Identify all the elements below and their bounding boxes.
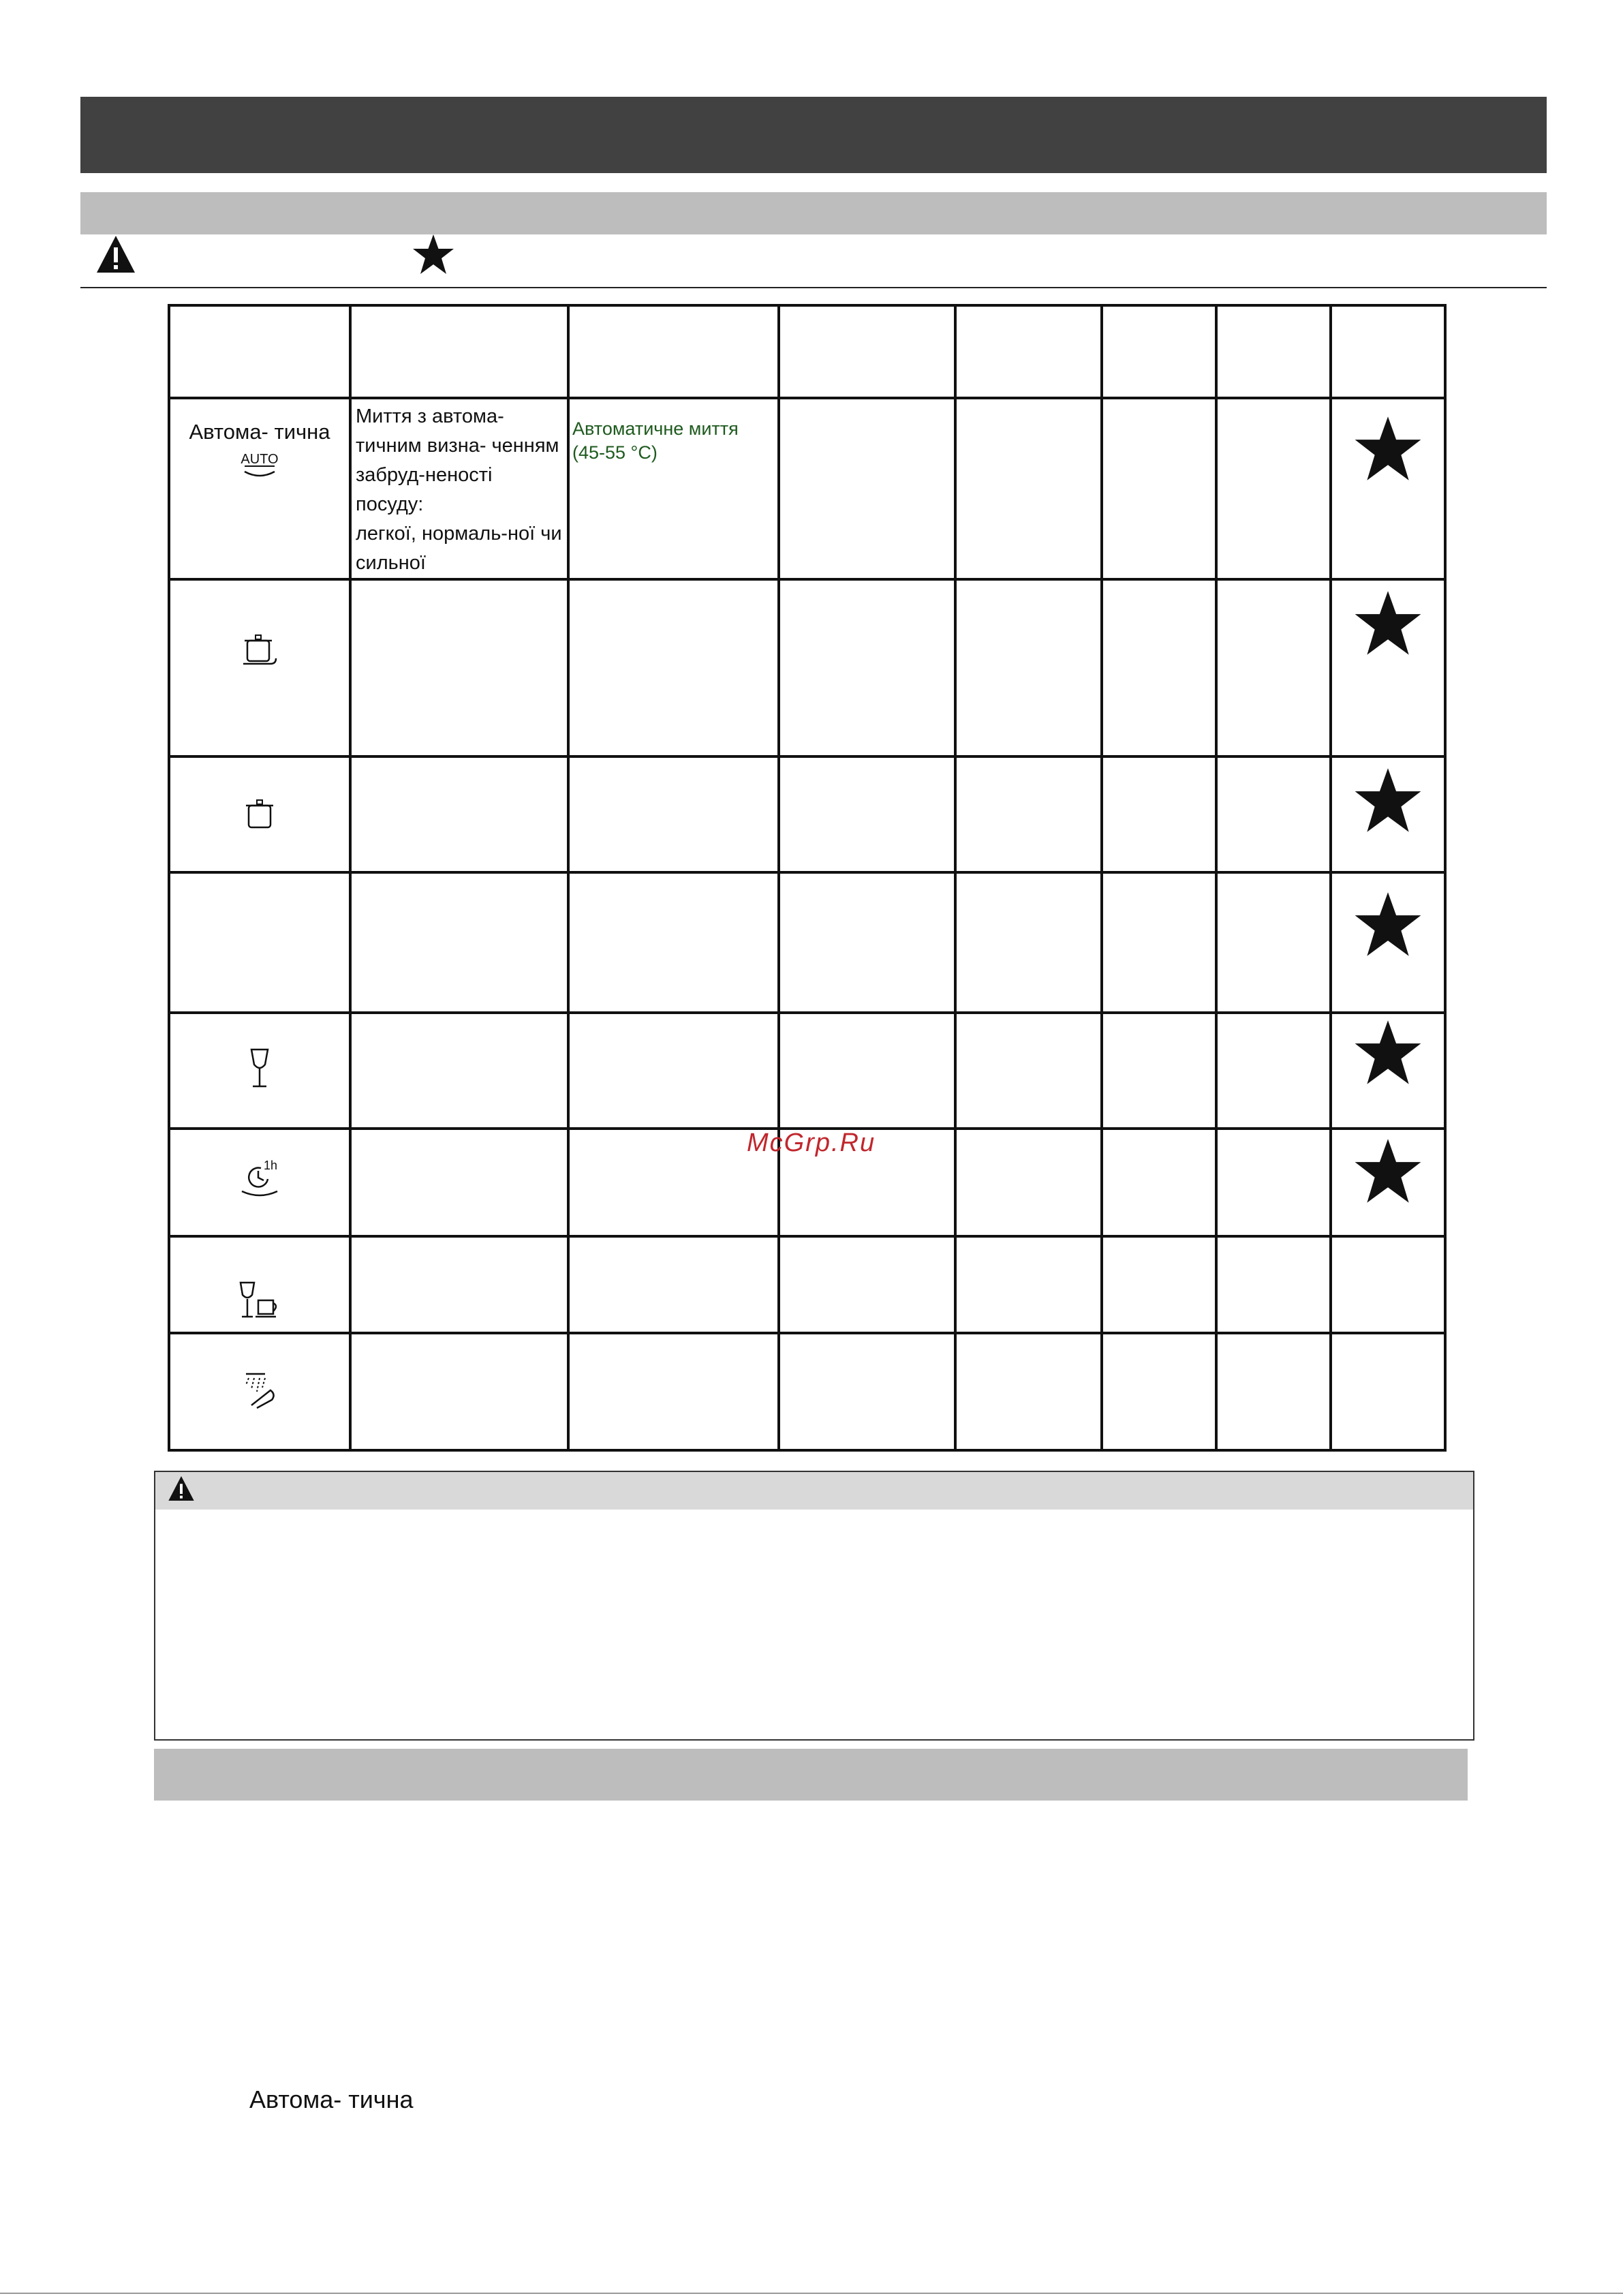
header-bar bbox=[80, 97, 1547, 173]
warning-box bbox=[154, 1471, 1474, 1741]
empty-cell bbox=[1216, 1333, 1331, 1450]
program-table bbox=[168, 304, 1447, 1452]
star-cell bbox=[1331, 1129, 1445, 1236]
symbol-cell bbox=[169, 1333, 350, 1450]
section-bar bbox=[80, 192, 1547, 234]
warning-triangle-icon bbox=[95, 234, 136, 275]
header-cell bbox=[1216, 305, 1331, 398]
empty-cell bbox=[1102, 1333, 1216, 1450]
table-row bbox=[169, 872, 1445, 1013]
empty-cell bbox=[1102, 398, 1216, 579]
empty-cell bbox=[568, 1236, 779, 1333]
empty-cell bbox=[1216, 1236, 1331, 1333]
header-cell bbox=[1102, 305, 1216, 398]
empty-cell bbox=[779, 1013, 955, 1129]
glass-and-cup-icon bbox=[236, 1280, 283, 1321]
pre-rinse-icon bbox=[238, 1370, 281, 1411]
empty-cell bbox=[955, 579, 1102, 756]
header-cell bbox=[350, 305, 568, 398]
empty-cell bbox=[1331, 1333, 1445, 1450]
star-icon bbox=[1352, 414, 1423, 483]
star-icon bbox=[1352, 589, 1423, 657]
table-header-row bbox=[169, 305, 1445, 398]
empty-cell bbox=[955, 1129, 1102, 1236]
empty-cell bbox=[955, 872, 1102, 1013]
footer-line bbox=[0, 2293, 1623, 2294]
empty-cell bbox=[1102, 1129, 1216, 1236]
star-icon bbox=[1352, 1137, 1423, 1205]
star-icon bbox=[1352, 1018, 1423, 1086]
quick-badge: 1h bbox=[263, 1159, 278, 1172]
description-text bbox=[352, 399, 567, 578]
course-line: (45-55 °C) bbox=[572, 442, 658, 463]
divider-rule bbox=[80, 287, 1547, 288]
empty-cell bbox=[1102, 872, 1216, 1013]
symbol-cell bbox=[169, 579, 350, 756]
symbol-cell bbox=[169, 756, 350, 872]
empty-cell bbox=[350, 756, 568, 872]
quick-1h-icon bbox=[238, 1159, 281, 1202]
empty-cell bbox=[1216, 756, 1331, 872]
wine-glass-icon bbox=[246, 1047, 273, 1090]
program-name-bottom: Автома- тична bbox=[249, 2085, 414, 2113]
table-row bbox=[169, 579, 1445, 756]
empty-cell bbox=[779, 579, 955, 756]
description-line: Миття з автома- bbox=[356, 405, 504, 427]
symbol-cell bbox=[169, 872, 350, 1013]
empty-cell bbox=[779, 398, 955, 579]
empty-cell bbox=[350, 872, 568, 1013]
course-text bbox=[570, 399, 777, 465]
empty-cell bbox=[1102, 1013, 1216, 1129]
empty-cell bbox=[1216, 1129, 1331, 1236]
empty-cell bbox=[1216, 872, 1331, 1013]
table-row bbox=[169, 1013, 1445, 1129]
table-row bbox=[169, 1236, 1445, 1333]
symbol-cell bbox=[169, 1236, 350, 1333]
symbol-cell bbox=[169, 1129, 350, 1236]
course-line: Автоматичне миття bbox=[572, 418, 739, 439]
empty-cell bbox=[779, 1236, 955, 1333]
empty-cell bbox=[568, 756, 779, 872]
empty-cell bbox=[955, 1236, 1102, 1333]
warning-triangle-icon bbox=[168, 1475, 195, 1502]
symbol-cell bbox=[169, 1013, 350, 1129]
empty-cell bbox=[568, 1013, 779, 1129]
table-row bbox=[169, 398, 1445, 579]
program-name: Автома- тична bbox=[189, 420, 330, 444]
star-cell bbox=[1331, 756, 1445, 872]
header-cell bbox=[1331, 305, 1445, 398]
warning-box-header bbox=[155, 1472, 1473, 1510]
description-line: сильної bbox=[356, 552, 426, 574]
star-icon bbox=[412, 233, 455, 275]
empty-cell bbox=[779, 872, 955, 1013]
description-cell bbox=[350, 398, 568, 579]
empty-cell bbox=[1102, 756, 1216, 872]
empty-cell bbox=[779, 1333, 955, 1450]
description-line: тичним визна- ченням bbox=[356, 435, 559, 457]
bottom-section-bar bbox=[154, 1749, 1468, 1801]
pot-intensive-icon bbox=[239, 632, 280, 671]
header-cell bbox=[169, 305, 350, 398]
empty-cell bbox=[1216, 1013, 1331, 1129]
empty-cell bbox=[955, 398, 1102, 579]
star-cell bbox=[1331, 398, 1445, 579]
empty-cell bbox=[568, 579, 779, 756]
star-icon bbox=[1352, 890, 1423, 958]
pot-icon bbox=[241, 796, 279, 834]
empty-cell bbox=[1216, 398, 1331, 579]
star-cell bbox=[1331, 579, 1445, 756]
star-cell bbox=[1331, 872, 1445, 1013]
header-cell bbox=[568, 305, 779, 398]
watermark: McGrp.Ru bbox=[747, 1129, 876, 1157]
header-cell bbox=[779, 305, 955, 398]
empty-cell bbox=[350, 1333, 568, 1450]
empty-cell bbox=[1331, 1236, 1445, 1333]
star-icon bbox=[1352, 766, 1423, 834]
course-cell bbox=[568, 398, 779, 579]
empty-cell bbox=[350, 1129, 568, 1236]
empty-cell bbox=[350, 579, 568, 756]
empty-cell bbox=[955, 1013, 1102, 1129]
symbol-cell bbox=[169, 398, 350, 579]
empty-cell bbox=[568, 872, 779, 1013]
description-line: легкої, нормаль-ної чи bbox=[356, 523, 562, 545]
empty-cell bbox=[1216, 579, 1331, 756]
empty-cell bbox=[568, 1333, 779, 1450]
empty-cell bbox=[350, 1013, 568, 1129]
table-row bbox=[169, 756, 1445, 872]
empty-cell bbox=[1102, 579, 1216, 756]
star-cell bbox=[1331, 1013, 1445, 1129]
empty-cell bbox=[955, 756, 1102, 872]
auto-badge: AUTO bbox=[241, 452, 279, 467]
description-line: забруд-неності посуду: bbox=[356, 464, 493, 515]
empty-cell bbox=[350, 1236, 568, 1333]
header-cell bbox=[955, 305, 1102, 398]
empty-cell bbox=[779, 756, 955, 872]
auto-program-icon bbox=[239, 448, 280, 481]
empty-cell bbox=[955, 1333, 1102, 1450]
table-row bbox=[169, 1333, 1445, 1450]
empty-cell bbox=[1102, 1236, 1216, 1333]
